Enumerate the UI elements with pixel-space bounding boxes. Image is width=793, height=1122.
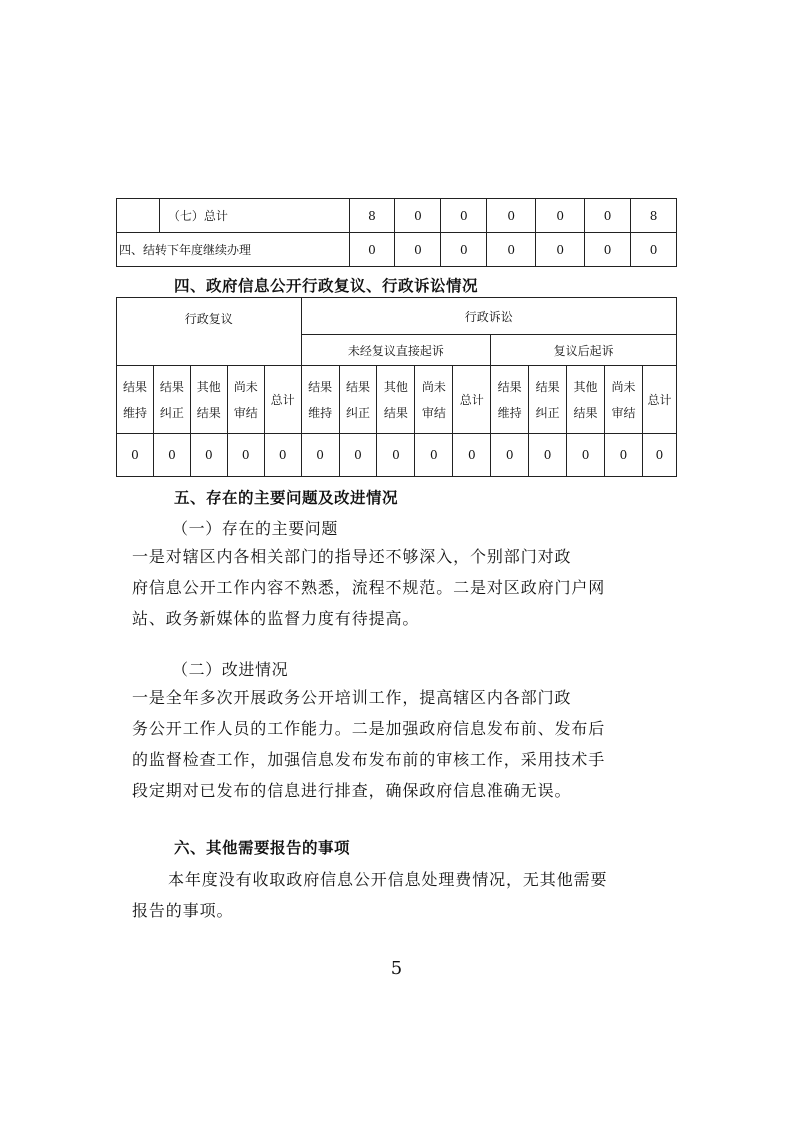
litigation-header: 行政诉讼 — [301, 298, 676, 335]
table-cell: 0 — [453, 434, 491, 477]
column-header: 总计 — [264, 366, 301, 434]
table-cell: 0 — [567, 434, 605, 477]
table-cell: 0 — [395, 199, 441, 233]
table-cell: 0 — [491, 434, 529, 477]
table-cell: 0 — [529, 434, 567, 477]
section-heading: 五、存在的主要问题及改进情况 — [174, 489, 399, 507]
paragraph: 一是对辖区内各相关部门的指导还不够深入，个别部门对政 府信息公开工作内容不熟悉，流程不规范。二是对区政府门户网 站、政务新媒体的监督力度有待提高。 — [132, 547, 606, 628]
column-header: 尚未 审结 — [415, 366, 453, 434]
column-header: 结果 维持 — [301, 366, 339, 434]
page-number: 5 — [390, 958, 403, 979]
table-cell: 0 — [585, 199, 631, 233]
section-heading: 六、其他需要报告的事项 — [174, 839, 351, 857]
table-cell: 0 — [487, 199, 536, 233]
table-row — [117, 434, 677, 477]
column-header: 其他 结果 — [190, 366, 227, 434]
table-cell: 0 — [631, 233, 677, 267]
column-header: 结果 纠正 — [529, 366, 567, 434]
column-header: 结果 纠正 — [153, 366, 190, 434]
table-cell: 0 — [339, 434, 377, 477]
table-cell: 0 — [585, 233, 631, 267]
column-header: 结果 维持 — [117, 366, 154, 434]
section-heading: 四、政府信息公开行政复议、行政诉讼情况 — [174, 277, 479, 295]
column-header: 结果 纠正 — [339, 366, 377, 434]
column-header: 尚未 审结 — [227, 366, 264, 434]
table-cell: 0 — [117, 434, 154, 477]
table-cell: 0 — [415, 434, 453, 477]
table-row — [117, 366, 677, 434]
column-header: 其他 结果 — [377, 366, 415, 434]
subsection-heading: （一）存在的主要问题 — [172, 519, 339, 538]
row-label: （七）总计 — [159, 199, 349, 233]
column-header: 结果 维持 — [491, 366, 529, 434]
review-litigation-table — [116, 297, 677, 477]
after-review-header: 复议后起诉 — [491, 335, 677, 366]
table-cell: 0 — [349, 233, 395, 267]
table-cell: 0 — [377, 434, 415, 477]
disclosure-summary-table — [116, 198, 677, 267]
paragraph: 本年度没有收取政府信息公开信息处理费情况，无其他需要 报告的事项。 — [132, 870, 608, 920]
not-reviewed-header: 未经复议直接起诉 — [301, 335, 491, 366]
table-cell: 0 — [536, 199, 585, 233]
table-cell: 0 — [395, 233, 441, 267]
subsection-heading: （二）改进情况 — [172, 660, 289, 679]
table-row — [117, 298, 677, 335]
table-row — [117, 233, 677, 267]
table-cell: 0 — [301, 434, 339, 477]
table-cell: 0 — [536, 233, 585, 267]
column-header: 总计 — [642, 366, 676, 434]
table-cell: 0 — [264, 434, 301, 477]
table-cell: 0 — [153, 434, 190, 477]
table-cell: 0 — [642, 434, 676, 477]
table-cell: 0 — [190, 434, 227, 477]
column-header: 其他 结果 — [567, 366, 605, 434]
row-label: 四、结转下年度继续办理 — [117, 233, 350, 267]
column-header: 尚未 审结 — [604, 366, 642, 434]
table-row — [117, 199, 677, 233]
table-cell: 0 — [487, 233, 536, 267]
table-cell: 0 — [441, 233, 487, 267]
table-cell: 8 — [631, 199, 677, 233]
table-cell: 0 — [227, 434, 264, 477]
paragraph: 一是全年多次开展政务公开培训工作，提高辖区内各部门政 务公开工作人员的工作能力。二是加强政府信息发布前、发布后 的监督检查工作，加强信息发布发布前的审核工作，采用技术手 段定期对已发布的信息进行排查，确保政府信息准确无误。 — [132, 688, 606, 800]
column-header: 总计 — [453, 366, 491, 434]
review-header: 行政复议 — [117, 298, 302, 366]
table-cell — [117, 199, 160, 233]
table-cell: 8 — [349, 199, 395, 233]
table-cell: 0 — [604, 434, 642, 477]
table-cell: 0 — [441, 199, 487, 233]
